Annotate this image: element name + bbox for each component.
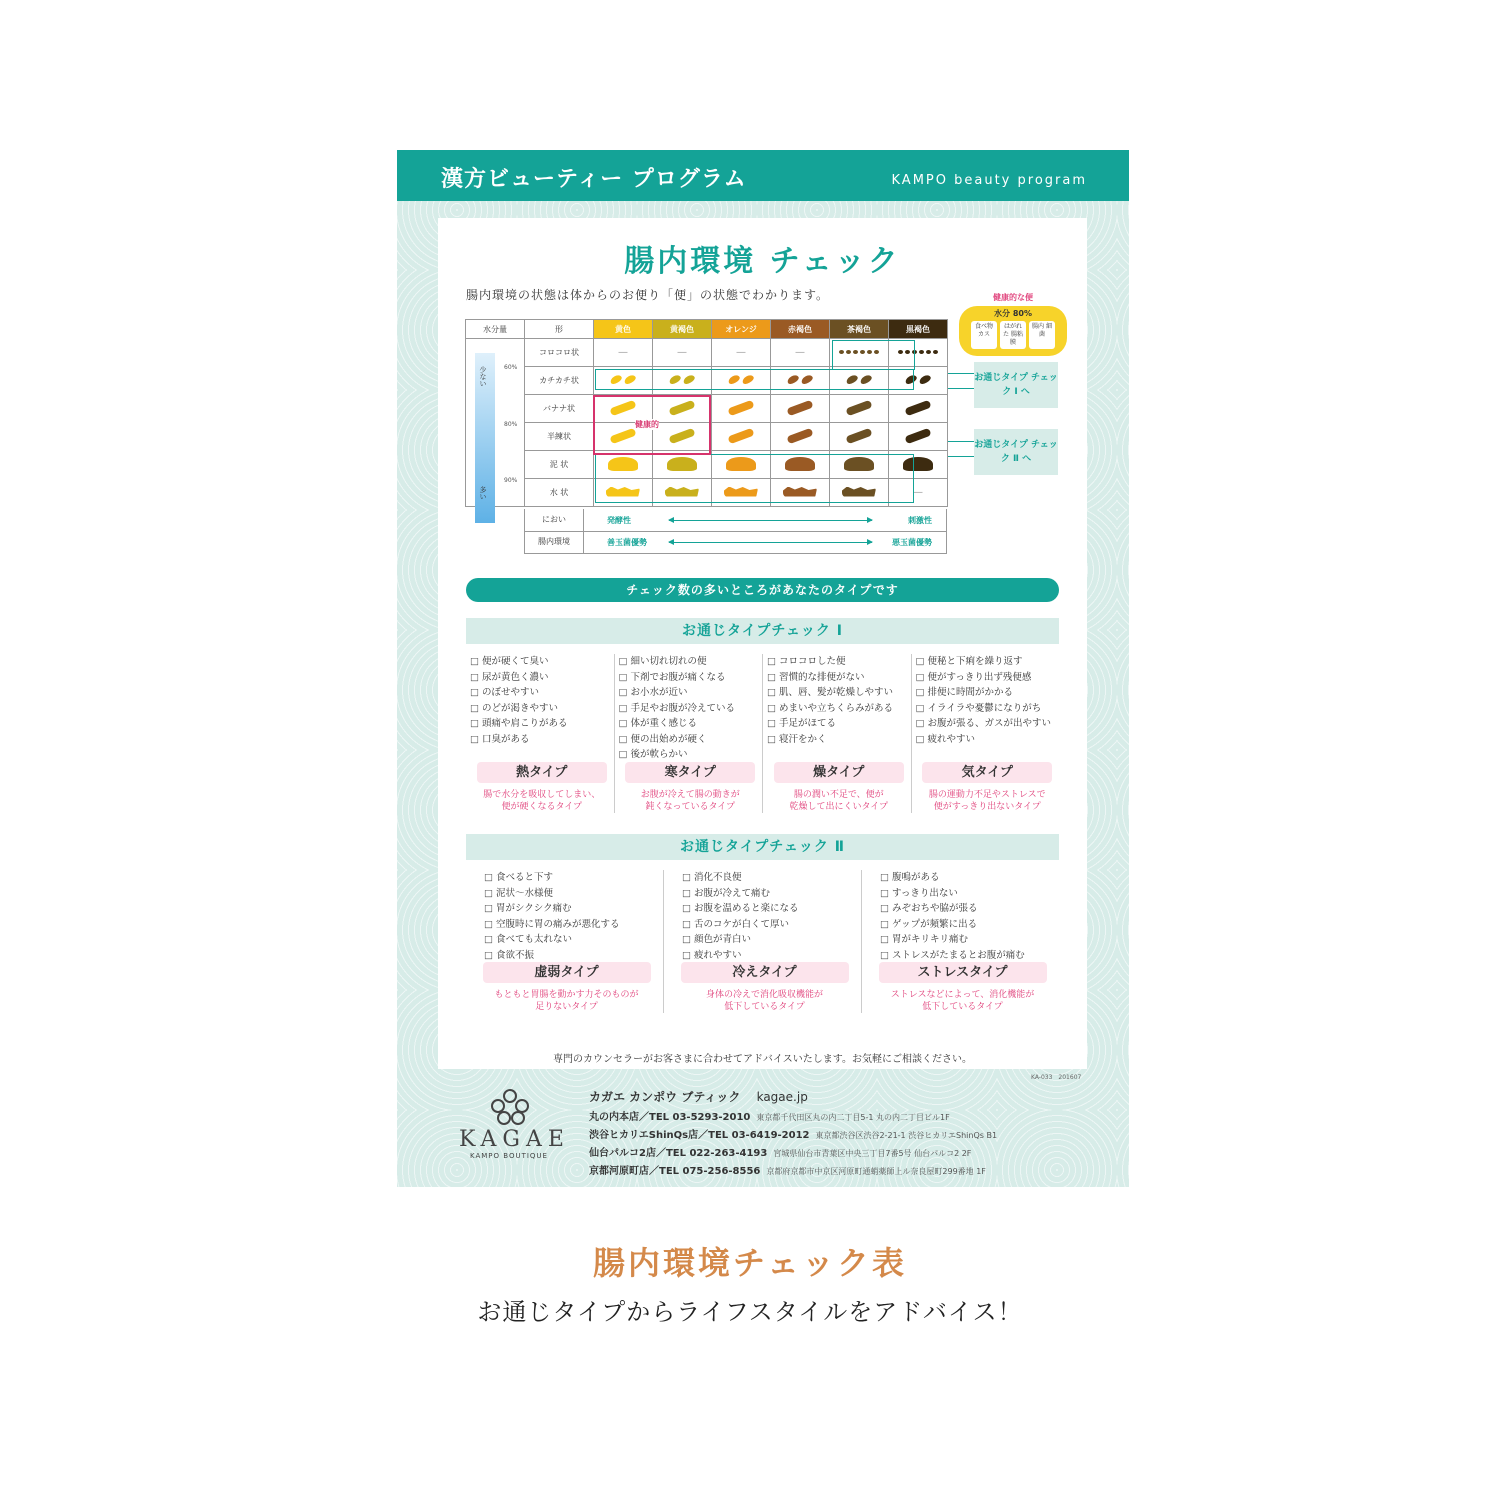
stool-icon <box>608 457 638 471</box>
checklist-item[interactable]: □ 体が重く感じる <box>619 716 763 732</box>
checklist-column <box>763 654 912 813</box>
shop-entry: 仙台パルコ2店／TEL 022-263-4193 宮城県仙台市青葉区中央三丁目7番5号 仙台パルコ2 2F <box>589 1148 972 1159</box>
checklist-column <box>466 870 664 1013</box>
stool-cell <box>889 395 948 423</box>
smell-arrow <box>669 520 872 521</box>
stool-icon <box>727 427 754 443</box>
stool-icon <box>904 373 918 385</box>
checklist-item[interactable]: □ ゲップが頻繁に出る <box>880 917 1059 933</box>
stool-pellet-icon <box>853 350 858 354</box>
stool-icon <box>682 373 696 385</box>
section2-columns <box>466 870 1059 1013</box>
shape-label: 泥 状 <box>525 451 594 479</box>
stool-cell <box>889 479 948 507</box>
checklist-column <box>664 870 862 1013</box>
stool-icon <box>668 373 682 385</box>
type-description-line: 腸の運動力不足やストレスで <box>928 790 1046 800</box>
check-title: 腸内環境 チェック <box>624 244 901 279</box>
shape-label: 水 状 <box>525 479 594 507</box>
stool-icon <box>859 373 873 385</box>
type-name: ストレスタイプ <box>879 962 1047 983</box>
stool-cell <box>712 367 771 395</box>
checklist-item[interactable]: □ のぼせやすい <box>470 685 614 701</box>
type-description-line: 低下しているタイプ <box>922 1002 1003 1012</box>
color-header: 赤褐色 <box>771 320 830 339</box>
checklist-item[interactable]: □ コロコロした便 <box>767 654 911 670</box>
stool-cell <box>771 339 830 367</box>
gut-label: 腸内環境 <box>525 531 584 553</box>
stool-icon <box>609 399 636 415</box>
checklist-item[interactable]: □ 寝汗をかく <box>767 732 911 748</box>
healthy-water: 水分 80% <box>994 309 1032 318</box>
checklist-item[interactable]: □ お腹が張る、ガスが出やすい <box>916 716 1060 732</box>
stool-icon <box>727 399 754 415</box>
type-description <box>767 789 911 813</box>
healthy-pill <box>959 306 1067 356</box>
program-title-en: KAMPO beauty program <box>891 173 1087 188</box>
type-name: 冷えタイプ <box>681 962 849 983</box>
stool-pellet-icon <box>839 350 844 354</box>
type-description-line: 便がすっきり出ないタイプ <box>933 802 1041 812</box>
stool-cell <box>712 423 771 451</box>
stool-icon <box>668 399 695 415</box>
stool-pellet-icon <box>926 350 931 354</box>
stool-cell <box>830 423 889 451</box>
gut-right: 悪玉菌優勢 <box>892 538 932 547</box>
stool-icon <box>918 373 932 385</box>
stool-cell <box>830 367 889 395</box>
stool-icon <box>786 399 813 415</box>
checklist-item[interactable]: □ 泥状～水様便 <box>484 886 663 902</box>
stool-icon <box>785 457 815 471</box>
stool-cell <box>594 479 653 507</box>
checklist-item[interactable]: □ 空腹時に胃の痛みが悪化する <box>484 917 663 933</box>
shop-entry: 渋谷ヒカリエShinQs店／TEL 03-6419-2012 東京都渋谷区渋谷2-21-1 渋谷ヒカリエShinQs B1 <box>589 1130 998 1141</box>
stool-cell <box>771 395 830 423</box>
empty-dash: — <box>677 347 687 358</box>
type-name: 燥タイプ <box>774 762 904 783</box>
stool-icon <box>800 373 814 385</box>
checklist-item[interactable]: □ お小水が近い <box>619 685 763 701</box>
checklist-item[interactable]: □ 排便に時間がかかる <box>916 685 1060 701</box>
shape-label: カチカチ状 <box>525 367 594 395</box>
stool-pellet-icon <box>912 350 917 354</box>
checklist-item[interactable]: □ みぞおちや脇が張る <box>880 901 1059 917</box>
stool-cell <box>771 367 830 395</box>
healthy-part: 食べ物 カス <box>971 321 997 349</box>
type-description-line: 低下しているタイプ <box>724 1002 805 1012</box>
type2-box: お通じタイプ チェック Ⅱ へ <box>974 429 1058 475</box>
checklist-column <box>862 870 1059 1013</box>
color-header: 茶褐色 <box>830 320 889 339</box>
stool-cell <box>712 479 771 507</box>
stool-cell <box>653 423 712 451</box>
stool-cell <box>653 479 712 507</box>
stool-icon <box>726 457 756 471</box>
checklist-item[interactable]: □ 便の出始めが硬く <box>619 732 763 748</box>
checklist-item[interactable]: □ 食べると下す <box>484 870 663 886</box>
stool-pellet-icon <box>905 350 910 354</box>
stool-pellet-icon <box>874 350 879 354</box>
type-description-line: もともと胃腸を動かす力そのものが <box>494 990 639 1000</box>
gauge-top-label: 少ない <box>479 366 487 387</box>
healthy-label: 健康的な便 <box>993 293 1033 302</box>
stool-pellet-icon <box>933 350 938 354</box>
checklist-item[interactable]: □ イライラや憂鬱になりがち <box>916 701 1060 717</box>
stool-icon <box>904 427 931 443</box>
stool-pellet-icon <box>860 350 865 354</box>
type-description-line: 腸で水分を吸収してしまい、 <box>483 790 601 800</box>
logo-rings-icon <box>459 1087 559 1127</box>
doc-code: KA-033 201607 <box>1031 1074 1082 1081</box>
shop-entry: 京都河原町店／TEL 075-256-8556 京都府京都市中京区河原町通蛸薬師上ル奈良屋町299番地 1F <box>589 1166 986 1177</box>
type-description-line: 乾燥して出にくいタイプ <box>789 802 889 812</box>
checklist-item[interactable]: □ 肌、唇、髪が乾燥しやすい <box>767 685 911 701</box>
shape-label: 半練状 <box>525 423 594 451</box>
stool-cell <box>653 367 712 395</box>
stool-icon <box>667 457 697 471</box>
brand-sub: KAMPO BOUTIQUE <box>470 1152 548 1160</box>
color-header: 黄褐色 <box>653 320 712 339</box>
stool-icon <box>727 373 741 385</box>
checklist-item[interactable]: □ めまいや立ちくらみがある <box>767 701 911 717</box>
stool-cell <box>594 451 653 479</box>
check-card <box>438 218 1087 1069</box>
stool-cell <box>594 423 653 451</box>
stool-icon <box>786 373 800 385</box>
checklist-item[interactable]: □ 便秘と下痢を繰り返す <box>916 654 1060 670</box>
stool-cell <box>594 395 653 423</box>
healthy-part: 腸内 細菌 <box>1029 321 1055 349</box>
program-title: 漢方ビューティー プログラム <box>441 167 747 192</box>
stool-icon <box>844 457 874 471</box>
pct-90: 90% <box>504 477 518 484</box>
col-shape-header: 形 <box>525 320 594 339</box>
checklist-item[interactable]: □ すっきり出ない <box>880 886 1059 902</box>
stool-pellet-icon <box>898 350 903 354</box>
stool-chart <box>465 319 948 507</box>
stool-icon <box>845 399 872 415</box>
section2-title: お通じタイプチェック Ⅱ <box>466 834 1059 860</box>
smell-label: におい <box>525 509 584 531</box>
type-name: 寒タイプ <box>625 762 755 783</box>
checklist-item[interactable]: □ 疲れやすい <box>916 732 1060 748</box>
stool-icon <box>741 373 755 385</box>
checklist-item[interactable]: □ 舌のコケが白くて厚い <box>682 917 861 933</box>
arrow-type1 <box>948 373 975 389</box>
healthy-cell-label: 健康的 <box>635 420 659 429</box>
checklist-item[interactable]: □ お腹を温めると楽になる <box>682 901 861 917</box>
stool-icon <box>903 457 933 471</box>
gut-left: 善玉菌優勢 <box>607 538 647 547</box>
stool-icon <box>724 487 758 497</box>
stool-icon <box>609 373 623 385</box>
shop-title: カガエ カンポウ ブティック kagae.jp <box>589 1090 808 1104</box>
color-header: 黄色 <box>594 320 653 339</box>
section1-columns <box>466 654 1059 813</box>
stool-pellet-icon <box>846 350 851 354</box>
empty-dash: — <box>795 347 805 358</box>
stool-icon <box>904 399 931 415</box>
checklist-item[interactable]: □ 後が軟らかい <box>619 747 763 763</box>
pct-60: 60% <box>504 364 518 371</box>
col-water-header: 水分量 <box>466 320 525 339</box>
gut-scale <box>524 531 947 554</box>
color-header: 黒褐色 <box>889 320 948 339</box>
site-link[interactable]: kagae.jp <box>756 1090 808 1104</box>
stool-cell <box>712 339 771 367</box>
checklist-item[interactable]: □ 手足がほてる <box>767 716 911 732</box>
stool-cell <box>830 395 889 423</box>
stool-cell <box>594 367 653 395</box>
shape-label: コロコロ状 <box>525 339 594 367</box>
footer <box>397 1080 1129 1187</box>
type-description-line: 腸の潤い不足で、便が <box>793 790 884 800</box>
arrow-type2 <box>948 441 975 457</box>
checklist-item[interactable]: □ 疲れやすい <box>682 948 861 964</box>
stool-cell <box>771 479 830 507</box>
shape-label: バナナ状 <box>525 395 594 423</box>
empty-dash: — <box>618 347 628 358</box>
checklist-item[interactable]: □ 食欲不振 <box>484 948 663 964</box>
stool-icon <box>845 373 859 385</box>
type-description-line: 鈍くなっているタイプ <box>645 802 736 812</box>
checklist-column <box>466 654 615 813</box>
stool-cell <box>653 451 712 479</box>
type-description <box>470 789 614 813</box>
checklist-item[interactable]: □ お腹が冷えて痛む <box>682 886 861 902</box>
checklist-item[interactable]: □ 下剤でお腹が痛くなる <box>619 670 763 686</box>
type-description <box>916 789 1060 813</box>
checklist-item[interactable]: □ 食べても太れない <box>484 932 663 948</box>
stool-cell <box>830 479 889 507</box>
smell-right: 刺激性 <box>908 516 932 525</box>
checklist-item[interactable]: □ 手足やお腹が冷えている <box>619 701 763 717</box>
checklist-item[interactable]: □ 便が硬くて臭い <box>470 654 614 670</box>
type-description <box>866 989 1059 1013</box>
checklist-item[interactable]: □ ストレスがたまるとお腹が痛む <box>880 948 1059 964</box>
checklist-item[interactable]: □ 細い切れ切れの便 <box>619 654 763 670</box>
stool-cell <box>889 451 948 479</box>
type-description-line: ストレスなどによって、消化機能が <box>890 990 1035 1000</box>
type-name: 熱タイプ <box>477 762 607 783</box>
type-description-line: 身体の冷えで消化吸収機能が <box>705 990 823 1000</box>
stool-icon <box>609 427 636 443</box>
type1-box: お通じタイプ チェック Ⅰ へ <box>974 362 1058 408</box>
checklist-item[interactable]: □ 頭痛や肩こりがある <box>470 716 614 732</box>
type-description <box>668 989 861 1013</box>
empty-dash: — <box>736 347 746 358</box>
stool-icon <box>623 373 637 385</box>
stool-icon <box>845 427 872 443</box>
smell-left: 発酵性 <box>607 516 631 525</box>
stool-cell <box>771 423 830 451</box>
healthy-part: はがれた 腸粘膜 <box>1000 321 1026 349</box>
stool-icon <box>668 427 695 443</box>
type-description-line: お腹が冷えて腸の動きが <box>640 790 740 800</box>
checklist-item[interactable]: □ 消化不良便 <box>682 870 861 886</box>
stool-pellet-icon <box>919 350 924 354</box>
checklist-column <box>912 654 1060 813</box>
checklist-item[interactable]: □ 胃がキリキリ痛む <box>880 932 1059 948</box>
type-name: 気タイプ <box>922 762 1052 783</box>
stool-cell <box>889 367 948 395</box>
stool-icon <box>606 487 640 497</box>
type-description <box>470 989 663 1013</box>
caption-subtitle: お通じタイプからライフスタイルをアドバイス！ <box>477 1298 1023 1326</box>
type-description-line: 便が硬くなるタイプ <box>501 802 583 812</box>
stool-cell <box>594 339 653 367</box>
check-intro: 腸内環境の状態は体からのお便り「便」の状態でわかります。 <box>466 288 830 302</box>
stool-cell <box>653 339 712 367</box>
stool-cell <box>830 339 889 367</box>
checklist-item[interactable]: □ 腹鳴がある <box>880 870 1059 886</box>
checklist-item[interactable]: □ のどが渇きやすい <box>470 701 614 717</box>
stool-icon <box>783 487 817 497</box>
closing-note: 専門のカウンセラーがお客さまに合わせてアドバイスいたします。お気軽にご相談ください。 <box>553 1054 972 1065</box>
checklist-column <box>615 654 764 813</box>
checklist-item[interactable]: □ 尿が黄色く濃い <box>470 670 614 686</box>
smell-scale <box>524 509 947 532</box>
type-name: 虚弱タイプ <box>483 962 651 983</box>
healthy-stool-callout <box>959 292 1067 356</box>
stool-cell <box>889 339 948 367</box>
shop-entry: 丸の内本店／TEL 03-5293-2010 東京都千代田区丸の内二丁目5-1 丸の内二丁目ビル1F <box>589 1112 950 1123</box>
stool-icon <box>842 487 876 497</box>
pct-80: 80% <box>504 421 518 428</box>
checklist-item[interactable]: □ 便がすっきり出ず残便感 <box>916 670 1060 686</box>
stool-cell <box>712 451 771 479</box>
checklist-item[interactable]: □ 顔色が青白い <box>682 932 861 948</box>
program-sheet <box>397 150 1129 1187</box>
checklist-item[interactable]: □ 習慣的な排便がない <box>767 670 911 686</box>
type-description <box>619 789 763 813</box>
stool-pellet-icon <box>867 350 872 354</box>
stool-cell <box>712 395 771 423</box>
stool-icon <box>786 427 813 443</box>
stool-cell <box>889 423 948 451</box>
gut-arrow <box>669 542 872 543</box>
empty-dash: — <box>913 487 923 498</box>
color-header: オレンジ <box>712 320 771 339</box>
checklist-item[interactable]: □ 胃がシクシク痛む <box>484 901 663 917</box>
section1-title: お通じタイプチェック Ⅰ <box>466 618 1059 644</box>
type-banner: チェック数の多いところがあなたのタイプです <box>466 578 1059 602</box>
stool-cell <box>830 451 889 479</box>
stool-cell <box>653 395 712 423</box>
header-bar <box>397 150 1129 201</box>
caption-title: 腸内環境チェック表 <box>592 1244 908 1282</box>
stool-cell <box>771 451 830 479</box>
checklist-item[interactable]: □ 口臭がある <box>470 732 614 748</box>
type-description-line: 足りないタイプ <box>535 1002 598 1012</box>
kagae-logo <box>459 1087 570 1160</box>
gauge-bottom-label: 多い <box>479 486 487 500</box>
brand-name: KAGAE <box>459 1127 570 1152</box>
stool-icon <box>665 487 699 497</box>
